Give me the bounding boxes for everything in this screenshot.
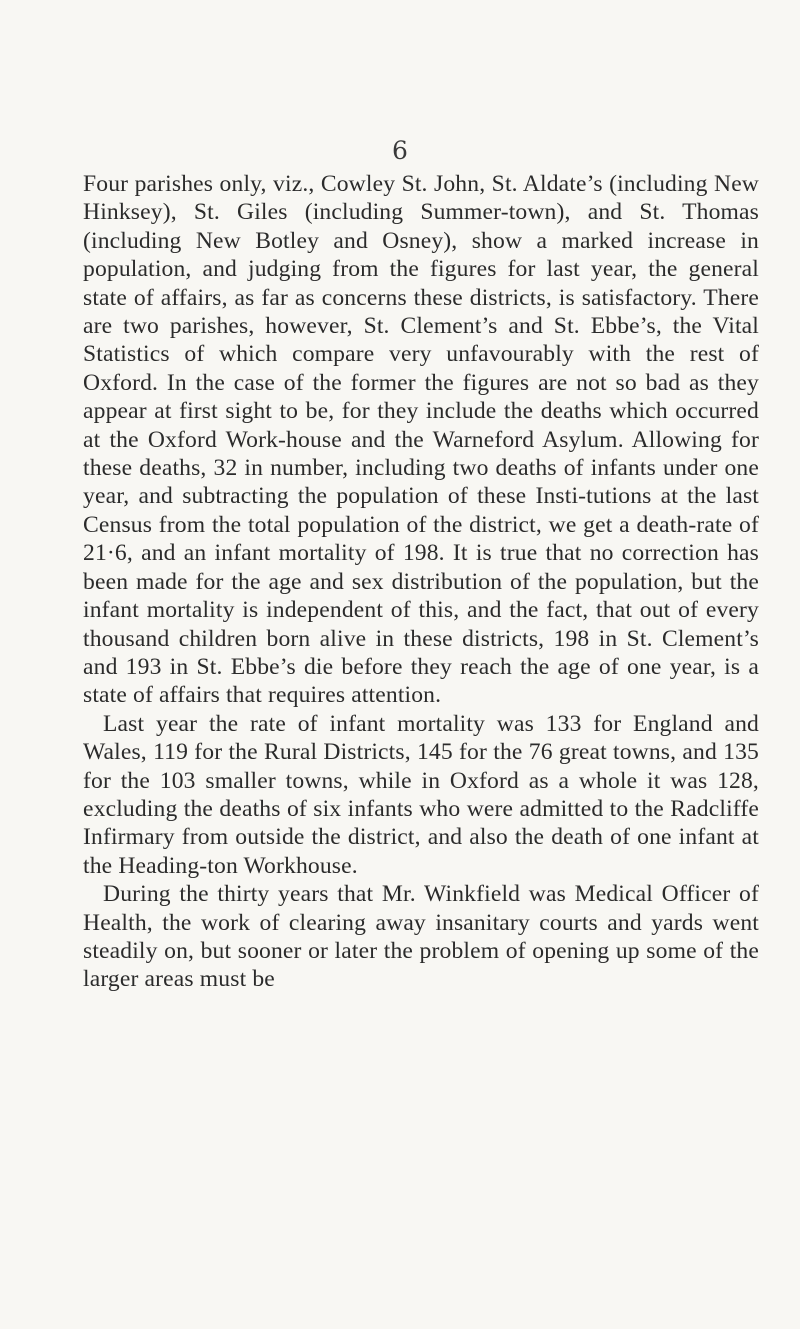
- paragraph-insanitary-courts: During the thirty years that Mr. Winkfield was Medical Officer of Health, the work of clearing away insanitary courts and yards went steadily on, but sooner or later the problem of opening up some of the larger areas must be: [83, 881, 759, 993]
- paragraph-infant-mortality-rates: Last year the rate of infant mortality was 133 for England and Wales, 119 for the Rural Districts, 145 for the 76 great towns, and 135 for the 103 smaller towns, while in Oxford as a whole it was 128, excluding the deaths of six infants who were admitted to the Radcliffe Infirmary from outside the district, and also the death of one infant at the Heading-ton Workhouse.: [83, 710, 759, 879]
- body-text: [83, 170, 759, 994]
- page-number: 6: [392, 136, 408, 165]
- paragraph-parish-statistics: Four parishes only, viz., Cowley St. John, St. Aldate’s (including New Hinksey), St. Giles (including Summer-town), and St. Thomas (including New Botley and Osney), show a marked increase in population, and judging from the figures for last year, the general state of affairs, as far as concerns these districts, is satisfactory. There are two parishes, however, St. Clement’s and St. Ebbe’s, the Vital Statistics of which compare very unfavourably with the rest of Oxford. In the case of the former the figures are not so bad as they appear at first sight to be, for they include the deaths which occurred at the Oxford Work-house and the Warneford Asylum. Allowing for these deaths, 32 in number, including two deaths of infants under one year, and subtracting the population of these Insti-tutions at the last Census from the total population of the district, we get a death-rate of 21·6, and an infant mortality of 198. It is true that no correction has been made for the age and sex distribution of the population, but the infant mortality is independent of this, and the fact, that out of every thousand children born alive in these districts, 198 in St. Clement’s and 193 in St. Ebbe’s die before they reach the age of one year, is a state of affairs that requires attention.: [83, 171, 759, 709]
